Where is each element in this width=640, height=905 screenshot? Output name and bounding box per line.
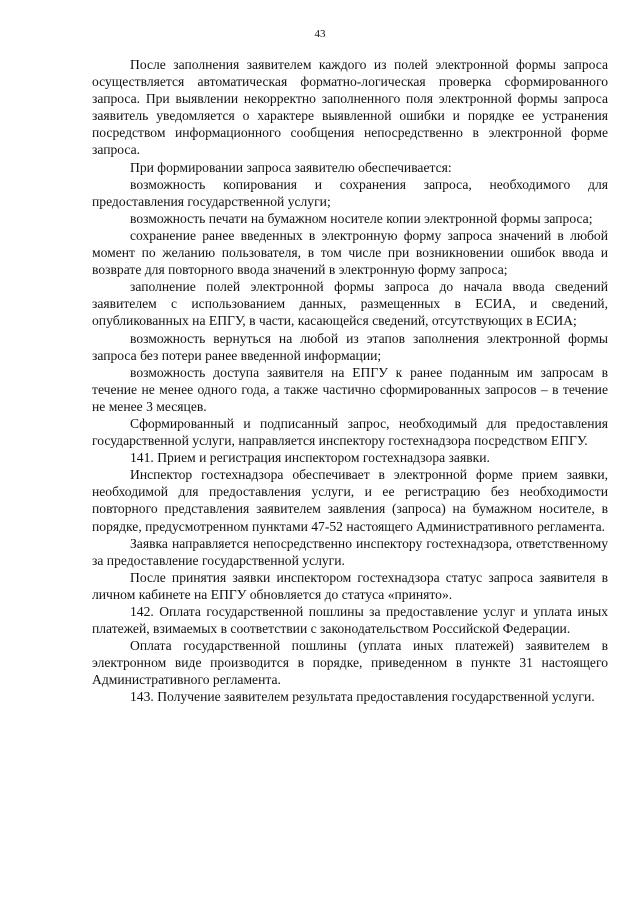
list-item-prefill-esia: заполнение полей электронной формы запроса до начала ввода сведений заявителем с использованием данных, размещенных в ЕСИА, и сведений, опубликованных на ЕПГУ, в части, касающейся сведений, отсутствующих в ЕСИА; [92,279,608,329]
paragraph-fee-payment: Оплата государственной пошлины (уплата иных платежей) заявителем в электронном виде производится в порядке, приведенном в пункте 31 настоящего Административного регламента. [92,638,608,688]
list-item-return-to-step: возможность вернуться на любой из этапов заполнения электронной формы запроса без потери ранее введенной информации; [92,330,608,363]
list-item-copy-save: возможность копирования и сохранения запроса, необходимого для предоставления государственной услуги; [92,176,608,209]
list-item-access-history: возможность доступа заявителя на ЕПГУ к ранее поданным им запросам в течение не менее одного года, а также частично сформированных запросов – в течение не менее 3 месяцев. [92,364,608,414]
paragraph-status-update: После принятия заявки инспектором гостехнадзора статус запроса заявителя в личном кабинете на ЕПГУ обновляется до статуса «принято». [92,569,608,602]
paragraph-signed-request: Сформированный и подписанный запрос, необходимый для предоставления государственной услуги, направляется инспектору гостехнадзора посредством ЕПГУ. [92,415,608,449]
list-item-print: возможность печати на бумажном носителе копии электронной формы запроса; [130,210,593,226]
paragraph-request-routing: Заявка направляется непосредственно инспектору гостехнадзора, ответственному за предоставление государственной услуги. [92,535,608,568]
page-number: 43 [314,28,326,40]
section-heading-141: 141. Прием и регистрация инспектором гостехнадзора заявки. [130,450,490,466]
paragraph-provided-capabilities-intro: При формировании запроса заявителю обеспечивается: [130,159,452,175]
list-item-save-values: сохранение ранее введенных в электронную форму запроса значений в любой момент по желанию пользователя, в том числе при возникновении ошибок ввода и возврате для повторного ввода значений в электронную форму запроса; [92,227,608,278]
paragraph-form-validation: После заполнения заявителем каждого из полей электронной формы запроса осуществляется автоматическая форматно-логическая проверка сформированного запроса. При выявлении некорректно заполненного поля электронной формы запроса заявитель уведомляется о характере выявленной ошибки и порядке ее устранения посредством информационного сообщения непосредственно в электронной форме запроса. [92,57,608,158]
section-heading-142: 142. Оплата государственной пошлины за предоставление услуг и уплата иных платежей, взимаемых в соответствии с законодательством Российской Федерации. [92,604,608,637]
paragraph-inspector-registration: Инспектор гостехнадзора обеспечивает в электронной форме прием заявки, необходимой для предоставления услуги, и ее регистрацию без необходимости повторного представления заявителем заявления (запроса) на бумажном носителе, в порядке, предусмотренном пунктами 47-52 настоящего Административного регламента. [92,467,608,534]
document-body [92,56,608,706]
section-heading-143: 143. Получение заявителем результата предоставления государственной услуги. [130,689,595,705]
